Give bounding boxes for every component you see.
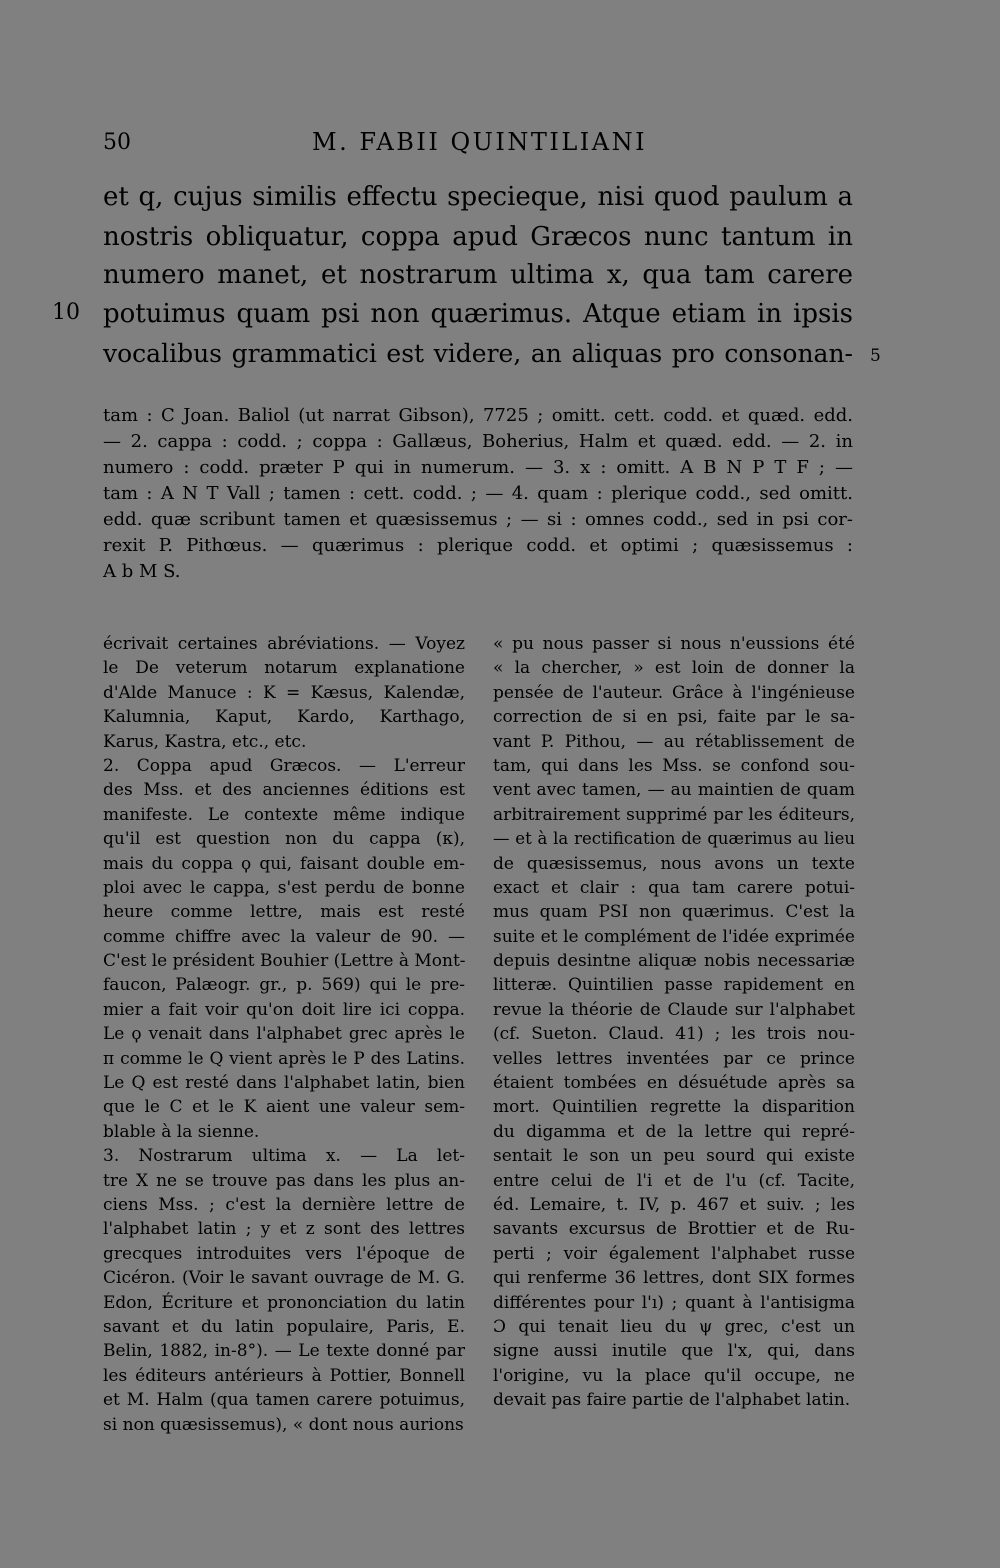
commentary-line: Le Q est resté dans l'alphabet latin, bien bbox=[103, 1073, 465, 1094]
commentary-line: exact et clair : qua tam carere potui- bbox=[493, 877, 855, 898]
commentary-line: si non quæsissemus), « dont nous aurions bbox=[103, 1414, 464, 1435]
commentary-line: « pu nous passer si nous n'eussions été bbox=[493, 634, 855, 654]
commentary-line: tre X ne se trouve pas dans les plus an- bbox=[103, 1170, 465, 1191]
commentary-line: ciens Mss. ; c'est la dernière lettre de bbox=[103, 1194, 465, 1215]
apparatus-line: numero : codd. præter P qui in numerum. — 3. x : omitt. A B N P T F ; — bbox=[103, 457, 853, 478]
left-margin-line-number: 10 bbox=[52, 300, 80, 325]
main-text-line: potuimus quam psi non quærimus. Atque etiam in ipsis bbox=[103, 299, 853, 329]
commentary-line: depuis desintne aliquæ nobis necessariæ bbox=[493, 951, 855, 972]
commentary-line: « la chercher, » est loin de donner la bbox=[493, 658, 855, 679]
commentary-line: qu'il est question non du cappa (κ), bbox=[103, 829, 465, 850]
commentary-line: signe aussi inutile que l'x, qui, dans bbox=[493, 1341, 855, 1362]
commentary-line: Karus, Kastra, etc., etc. bbox=[103, 731, 307, 752]
commentary-line: grecques introduites vers l'époque de bbox=[103, 1243, 465, 1264]
commentary-line: d'Alde Manuce : K = Kæsus, Kalendæ, bbox=[103, 682, 465, 703]
commentary-line: arbitrairement supprimé par les éditeurs, bbox=[493, 804, 855, 825]
main-text-line: nostris obliquatur, coppa apud Græcos nunc tantum in bbox=[103, 222, 853, 252]
commentary-line: ploi avec le cappa, s'est perdu de bonne bbox=[103, 877, 465, 898]
apparatus-line: tam : A N T Vall ; tamen : cett. codd. ; — 4. quam : plerique codd., sed omitt. bbox=[103, 483, 853, 504]
commentary-line: sentait le son un peu sourd qui existe bbox=[493, 1146, 855, 1167]
commentary-line: des Mss. et des anciennes éditions est bbox=[103, 780, 465, 801]
commentary-line: que le C et le K aient une valeur sem- bbox=[103, 1097, 465, 1118]
commentary-line: du digamma et de la lettre qui repré- bbox=[493, 1121, 855, 1142]
apparatus-line: rexit P. Pithœus. — quærimus : plerique codd. et optimi ; quæsissemus : bbox=[103, 535, 853, 556]
commentary-line: faucon, Palæogr. gr., p. 569) qui le pre- bbox=[103, 975, 465, 996]
commentary-line: velles lettres inventées par ce prince bbox=[493, 1048, 855, 1069]
commentary-line: vant P. Pithou, — au rétablissement de bbox=[493, 731, 855, 752]
commentary-line: π comme le Q vient après le P des Latins. bbox=[103, 1048, 465, 1069]
apparatus-line: — 2. cappa : codd. ; coppa : Gallæus, Boherius, Halm et quæd. edd. — 2. in bbox=[103, 431, 853, 452]
commentary-line: pensée de l'auteur. Grâce à l'ingénieuse bbox=[493, 682, 855, 703]
commentary-line: mus quam PSI non quærimus. C'est la bbox=[493, 902, 855, 923]
commentary-line: mier a fait voir qu'on doit lire ici coppa. bbox=[103, 999, 465, 1020]
commentary-line: revue la théorie de Claude sur l'alphabet bbox=[493, 999, 855, 1020]
commentary-line: Belin, 1882, in-8°). — Le texte donné par bbox=[103, 1341, 465, 1362]
commentary-line: étaient tombées en désuétude après sa bbox=[493, 1073, 855, 1094]
commentary-line: tam, qui dans les Mss. se confond sou- bbox=[493, 755, 855, 776]
commentary-line: et M. Halm (qua tamen carere potuimus, bbox=[103, 1390, 465, 1411]
commentary-line: l'origine, vu la place qu'il occupe, ne bbox=[493, 1365, 855, 1386]
commentary-line: entre celui de l'i et de l'u (cf. Tacite, bbox=[493, 1170, 855, 1191]
commentary-line: savants excursus de Brottier et de Ru- bbox=[493, 1219, 855, 1240]
commentary-line: Kalumnia, Kaput, Kardo, Karthago, bbox=[103, 707, 465, 728]
running-title: M. FABII QUINTILIANI bbox=[312, 128, 648, 156]
commentary-line: (cf. Sueton. Claud. 41) ; les trois nou- bbox=[493, 1024, 855, 1045]
main-text-line: numero manet, et nostrarum ultima x, qua tam carere bbox=[103, 260, 853, 290]
commentary-line: suite et le complément de l'idée exprimée bbox=[493, 926, 855, 947]
main-text-line: vocalibus grammatici est videre, an aliquas pro consonan- bbox=[103, 339, 853, 368]
commentary-line: comme chiffre avec la valeur de 90. — bbox=[103, 926, 465, 947]
commentary-line: différentes pour l'ı) ; quant à l'antisigma bbox=[493, 1292, 855, 1313]
commentary-line: mais du coppa ϙ qui, faisant double em- bbox=[103, 853, 465, 874]
commentary-line: Ɔ qui tenait lieu du ψ grec, c'est un bbox=[493, 1316, 855, 1337]
commentary-line: C'est le président Bouhier (Lettre à Mont- bbox=[103, 951, 466, 972]
commentary-line: perti ; voir également l'alphabet russe bbox=[493, 1243, 855, 1264]
right-margin-line-number: 5 bbox=[870, 346, 881, 366]
commentary-left-column bbox=[103, 632, 465, 1437]
commentary-line: Edon, Écriture et prononciation du latin bbox=[103, 1292, 465, 1313]
commentary-line: manifeste. Le contexte même indique bbox=[103, 804, 465, 825]
commentary-line: l'alphabet latin ; y et z sont des lettres bbox=[103, 1219, 465, 1240]
commentary-line: 2. Coppa apud Græcos. — L'erreur bbox=[103, 755, 465, 776]
commentary-line: vent avec tamen, — au maintien de quam bbox=[493, 780, 855, 801]
commentary-line: Cicéron. (Voir le savant ouvrage de M. G. bbox=[103, 1268, 465, 1289]
commentary-line: mort. Quintilien regrette la disparition bbox=[493, 1097, 855, 1118]
commentary-line: heure comme lettre, mais est resté bbox=[103, 902, 465, 923]
page-number: 50 bbox=[103, 130, 131, 155]
commentary-line: écrivait certaines abréviations. — Voyez bbox=[103, 634, 465, 654]
main-text-line: et q, cujus similis effectu specieque, nisi quod paulum a bbox=[103, 182, 853, 212]
apparatus-line: edd. quæ scribunt tamen et quæsissemus ; — si : omnes codd., sed in psi cor- bbox=[103, 509, 853, 530]
commentary-line: blable à la sienne. bbox=[103, 1121, 260, 1142]
commentary-line: devait pas faire partie de l'alphabet latin. bbox=[493, 1390, 851, 1411]
commentary-line: litteræ. Quintilien passe rapidement en bbox=[493, 975, 855, 996]
commentary-line: — et à la rectification de quærimus au lieu bbox=[493, 829, 855, 849]
commentary-line: 3. Nostrarum ultima x. — La let- bbox=[103, 1146, 465, 1167]
commentary-line: le De veterum notarum explanatione bbox=[103, 658, 465, 679]
commentary-line: de quæsissemus, nous avons un texte bbox=[493, 853, 855, 874]
apparatus-line: tam : C Joan. Baliol (ut narrat Gibson), 7725 ; omitt. cett. codd. et quæd. edd. bbox=[103, 405, 853, 426]
commentary-line: correction de si en psi, faite par le sa- bbox=[493, 707, 855, 728]
commentary-line: qui renferme 36 lettres, dont SIX formes bbox=[493, 1268, 855, 1289]
commentary-line: éd. Lemaire, t. IV, p. 467 et suiv. ; les bbox=[493, 1194, 855, 1215]
commentary-line: Le ϙ venait dans l'alphabet grec après le bbox=[103, 1024, 465, 1045]
apparatus-line: A b M S. bbox=[103, 561, 181, 582]
commentary-line: les éditeurs antérieurs à Pottier, Bonnell bbox=[103, 1365, 465, 1386]
commentary-right-column bbox=[493, 632, 855, 1413]
commentary-line: savant et du latin populaire, Paris, E. bbox=[103, 1316, 465, 1337]
